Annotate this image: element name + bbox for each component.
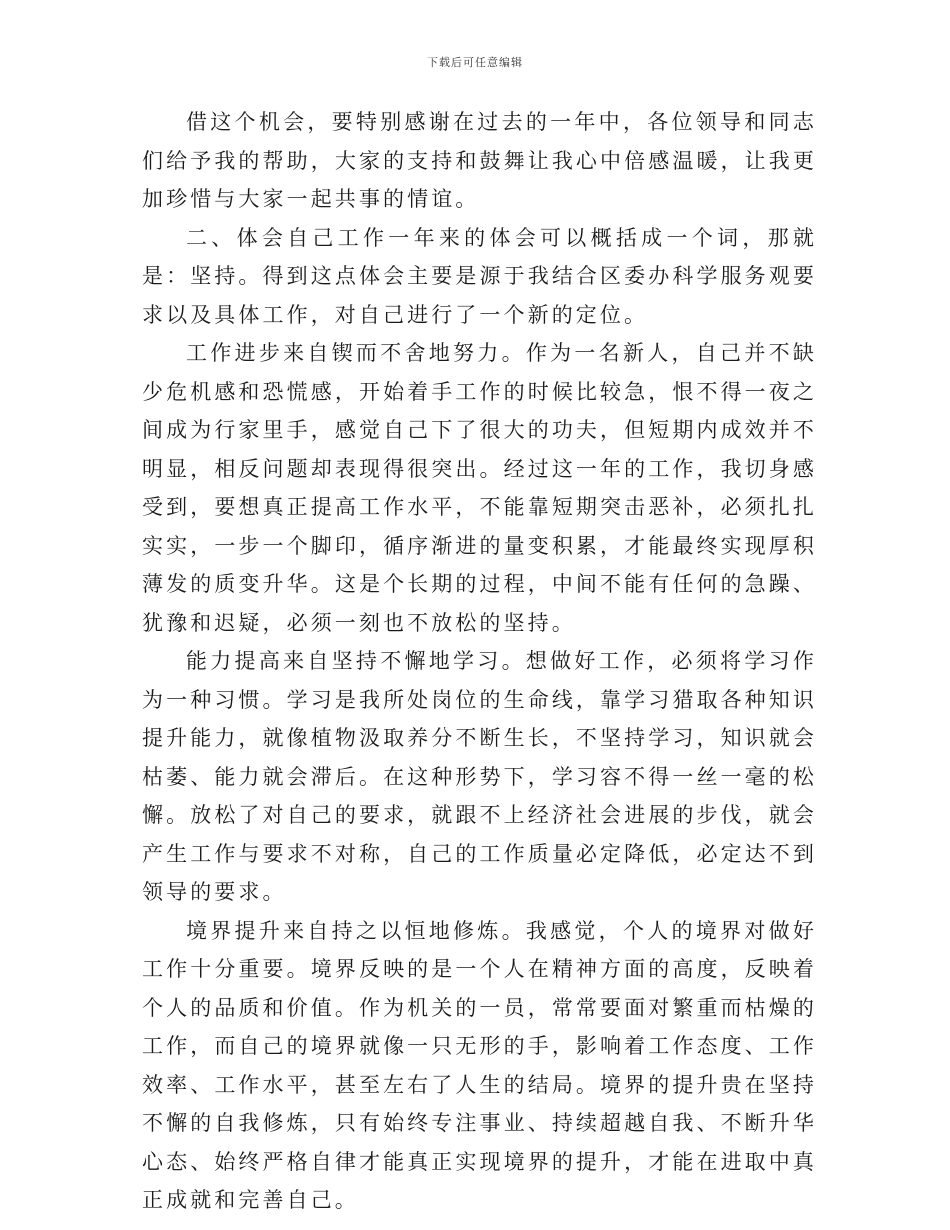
document-body: [142, 103, 817, 1220]
paragraph-ability: 能力提高来自坚持不懈地学习。想做好工作，必须将学习作为一种习惯。学习是我所处岗位的生命线，靠学习猎取各种知识提升能力，就像植物汲取养分不断生长，不坚持学习，知识就会枯萎、能力就会滞后。在这种形势下，学习容不得一丝一毫的松懈。放松了对自己的要求，就跟不上经济社会进展的步伐，就会产生工作与要求不对称，自己的工作质量必定降低，必定达不到领导的要求。: [142, 649, 817, 904]
paragraph-section-two: 二、体会自己工作一年来的体会可以概括成一个词，那就是：坚持。得到这点体会主要是源于我结合区委办科学服务观要求以及具体工作，对自己进行了一个新的定位。: [142, 225, 817, 327]
page-header: 下载后可任意编辑: [427, 56, 523, 69]
paragraph-realm: 境界提升来自持之以恒地修炼。我感觉，个人的境界对做好工作十分重要。境界反映的是一个人在精神方面的高度，反映着个人的品质和价值。作为机关的一员，常常要面对繁重而枯燥的工作，而自己的境界就像一只无形的手，影响着工作态度、工作效率、工作水平，甚至左右了人生的结局。境界的提升贵在坚持不懈的自我修炼，只有始终专注事业、持续超越自我、不断升华心态、始终严格自律才能真正实现境界的提升，才能在进取中真正成就和完善自己。: [142, 918, 817, 1212]
paragraph-thanks: 借这个机会，要特别感谢在过去的一年中，各位领导和同志们给予我的帮助，大家的支持和鼓舞让我心中倍感温暖，让我更加珍惜与大家一起共事的情谊。: [142, 110, 817, 211]
paragraph-work-progress: 工作进步来自锲而不舍地努力。作为一名新人，自己并不缺少危机感和恐慌感，开始着手工作的时候比较急，恨不得一夜之间成为行家里手，感觉自己下了很大的功夫，但短期内成效并不明显，相反问题却表现得很突出。经过这一年的工作，我切身感受到，要想真正提高工作水平，不能靠短期突击恶补，必须扎扎实实，一步一个脚印，循序渐进的量变积累，才能最终实现厚积薄发的质变升华。这是个长期的过程，中间不能有任何的急躁、犹豫和迟疑，必须一刻也不放松的坚持。: [142, 341, 817, 635]
